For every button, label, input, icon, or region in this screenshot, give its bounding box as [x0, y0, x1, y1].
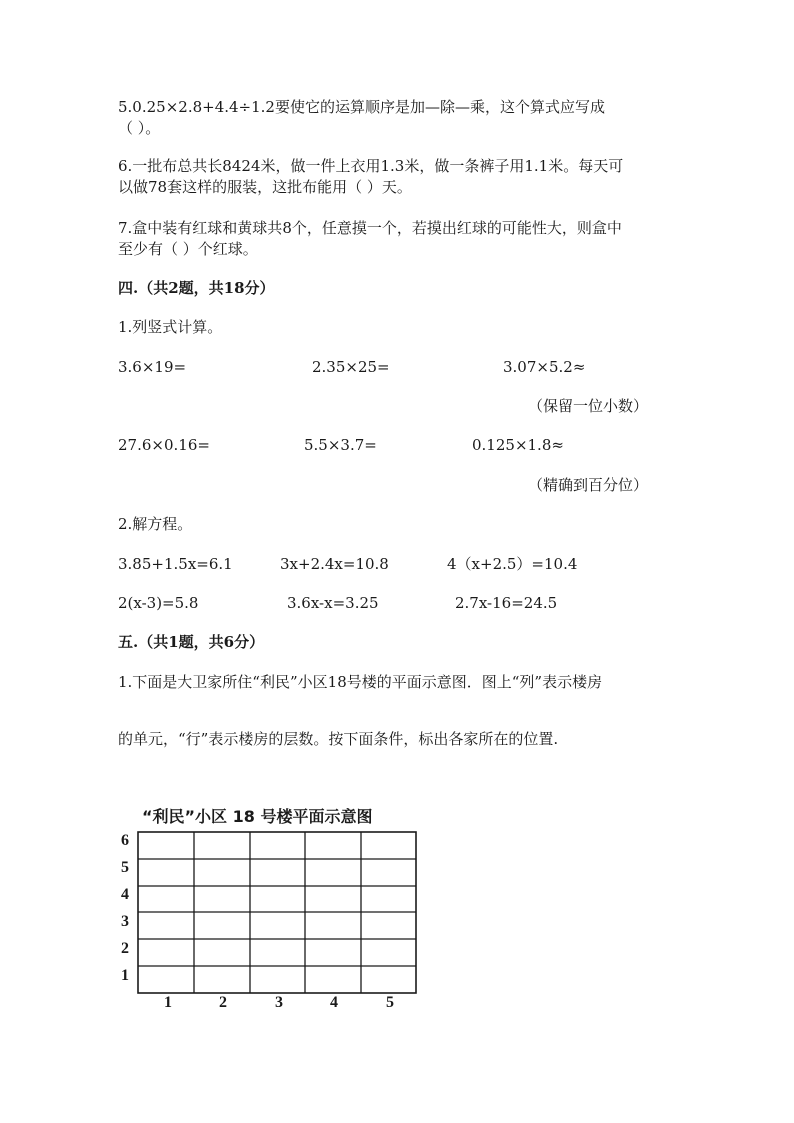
- equation-item: 2(x-3)=5.8: [118, 594, 199, 612]
- equation-item: 3.6x-x=3.25: [287, 594, 379, 612]
- problem-6-line-1: 6.一批布总共长8424米，做一件上衣用1.3米，做一条裤子用1.1米。每天可: [118, 157, 624, 175]
- problem-6-line-2: 以做78套这样的服装，这批布能用（ ）天。: [118, 178, 412, 196]
- column-label: 5: [386, 994, 394, 1011]
- row-label: 4: [121, 886, 129, 903]
- row-label: 1: [121, 967, 129, 984]
- equation-item: 2.7x-16=24.5: [455, 594, 558, 612]
- calc-item: 3.07×5.2≈: [503, 358, 586, 376]
- section-5-heading: 五.（共1题，共6分）: [118, 633, 265, 651]
- column-label: 3: [275, 994, 283, 1011]
- section-4-q2-title: 2.解方程。: [118, 515, 193, 533]
- problem-7-line-2: 至少有（ ）个红球。: [118, 240, 258, 258]
- calc-item: 27.6×0.16=: [118, 436, 210, 454]
- problem-7-line-1: 7.盒中装有红球和黄球共8个，任意摸一个，若摸出红球的可能性大，则盒中: [118, 219, 622, 237]
- row-label: 2: [121, 940, 129, 957]
- equation-item: 4（x+2.5）=10.4: [447, 555, 578, 573]
- section-5-q1-line-2: 的单元，“行”表示楼房的层数。按下面条件，标出各家所在的位置.: [118, 730, 559, 748]
- calc-item: 3.6×19=: [118, 358, 187, 376]
- column-label: 4: [330, 994, 338, 1011]
- row-label: 3: [121, 913, 129, 930]
- row-label: 6: [121, 832, 129, 849]
- calc-item: 0.125×1.8≈: [472, 436, 564, 454]
- equation-item: 3x+2.4x=10.8: [280, 555, 389, 573]
- section-5-q1-line-1: 1.下面是大卫家所住“利民”小区18号楼的平面示意图．图上“列”表示楼房: [118, 673, 603, 691]
- section-4-heading: 四.（共2题，共18分）: [118, 279, 275, 297]
- calc-item: 5.5×3.7=: [304, 436, 377, 454]
- calc-note: （精确到百分位）: [528, 476, 649, 494]
- calc-note: （保留一位小数）: [528, 397, 649, 415]
- problem-5-line-1: 5.0.25×2.8+4.4÷1.2要使它的运算顺序是加—除—乘，这个算式应写成: [118, 98, 605, 116]
- section-4-q1-title: 1.列竖式计算。: [118, 318, 223, 336]
- calc-item: 2.35×25=: [312, 358, 390, 376]
- problem-5-line-2: （ ）。: [118, 119, 161, 137]
- equation-item: 3.85+1.5x=6.1: [118, 555, 233, 573]
- column-label: 2: [219, 994, 227, 1011]
- figure-title: “利民”小区 18 号楼平面示意图: [142, 807, 373, 826]
- building-plan-figure: [118, 800, 418, 1020]
- row-label: 5: [121, 859, 129, 876]
- plan-grid: [118, 800, 418, 1020]
- column-label: 1: [164, 994, 172, 1011]
